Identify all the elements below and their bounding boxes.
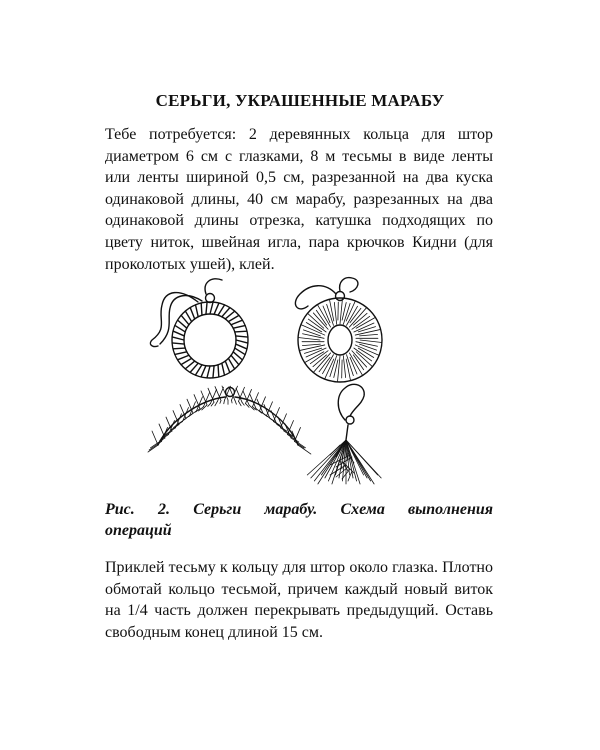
marabou-ring-illustration xyxy=(295,278,382,382)
page-title: СЕРЬГИ, УКРАШЕННЫЕ МАРАБУ xyxy=(155,91,445,110)
figure-caption-line2: операций xyxy=(105,522,172,539)
figure-caption-line1: Рис. 2. Серьги марабу. Схема выполнения xyxy=(105,501,493,518)
wrapped-ring-illustration xyxy=(150,279,248,378)
finished-earring-illustration xyxy=(307,384,381,484)
earring-diagram xyxy=(140,270,460,485)
materials-paragraph: Тебе потребуется: 2 деревянных кольца для штор диаметром 6 см с глазками, 8 м тесьмы в виде ленты или ленты шириной 0,5 см, разрезанной на два куска одинаковой длины, 40 см марабу, разрезанных на два одинаковой длины отрезка, катушка подходящих по цвету ниток, швейная игла, пара крючков Кидни (для проколотых ушей), клей. xyxy=(105,126,493,273)
marabou-fan-illustration xyxy=(148,386,311,454)
instruction-paragraph: Приклей тесьму к кольцу для штор около глазка. Плотно обмотай кольцо тесьмой, причем каждый новый виток на 1/4 часть должен перекрывать предыдущий. Оставь свободным конец длиной 15 см. xyxy=(105,559,493,641)
figure-caption xyxy=(105,499,493,541)
earring-diagram-svg xyxy=(140,270,460,485)
